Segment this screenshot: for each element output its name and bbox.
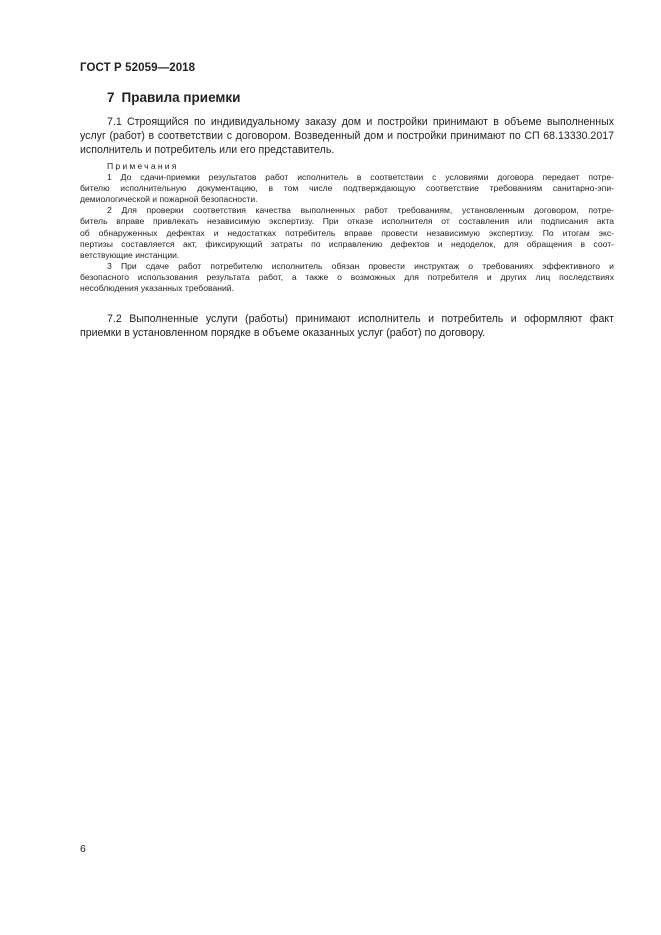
note-line: битель вправе привлекать независимую экспертизу. При отказе исполнителя от составления или подписания акта <box>80 216 614 227</box>
note-line: ветствующие инстанции. <box>80 249 180 260</box>
page-number: 6 <box>80 843 86 855</box>
section-heading <box>107 90 240 105</box>
note-2 <box>80 205 614 260</box>
paragraph-line: исполнитель и потребитель или его представитель. <box>80 144 335 156</box>
section-title-text: Правила приемки <box>121 90 241 105</box>
note-3 <box>80 261 614 294</box>
note-1 <box>80 172 614 205</box>
notes-block <box>80 161 614 294</box>
note-line: пертизы составляется акт, фиксирующий затраты по исправлению дефектов и недоделок, для обращения в соот- <box>80 238 614 249</box>
note-line: 1 До сдачи-приемки результатов работ исполнитель в соответствии с условиями договора передает потре- <box>107 172 614 183</box>
note-line: демиологической и пожарной безопасности. <box>80 194 258 205</box>
note-line: 3 При сдаче работ потребителю исполнитель обязан провести инструктаж о требованиях эффективного и <box>107 260 614 271</box>
notes-title: Примечания <box>107 161 179 171</box>
running-header-standard-id: ГОСТ Р 52059—2018 <box>80 62 196 74</box>
section-number: 7 <box>107 90 115 105</box>
paragraph-line: услуг (работ) в соответствии с договором. Возведенный дом и постройки принимают по СП 68.13330.2017 <box>80 130 614 142</box>
note-line: 2 Для проверки соответствия качества выполненных работ требованиям, установленным договором, потре- <box>107 205 614 216</box>
note-line: бителю исполнительную документацию, в том числе подтверждающую соответствие требованиям санитарно-эпи- <box>80 183 614 194</box>
note-line: несоблюдения указанных требований. <box>80 283 234 294</box>
paragraph-line: 7.1 Строящийся по индивидуальному заказу дом и постройки принимают в объеме выполненных <box>107 116 614 128</box>
note-line: безопасного использования результата работ, а также о возможных для потребителя и других лиц последствиях <box>80 271 614 282</box>
paragraph-line: 7.2 Выполненные услуги (работы) принимают исполнитель и потребитель и оформляют факт <box>107 313 614 325</box>
note-line: об обнаруженных дефектах и недостатках потребитель вправе провести независимую экспертизу. По итогам экс- <box>80 227 614 238</box>
paragraph-7-1 <box>80 115 614 157</box>
paragraph-line: приемки в установленном порядке в объеме оказанных услуг (работ) по договору. <box>80 327 486 339</box>
paragraph-7-2 <box>80 312 614 340</box>
